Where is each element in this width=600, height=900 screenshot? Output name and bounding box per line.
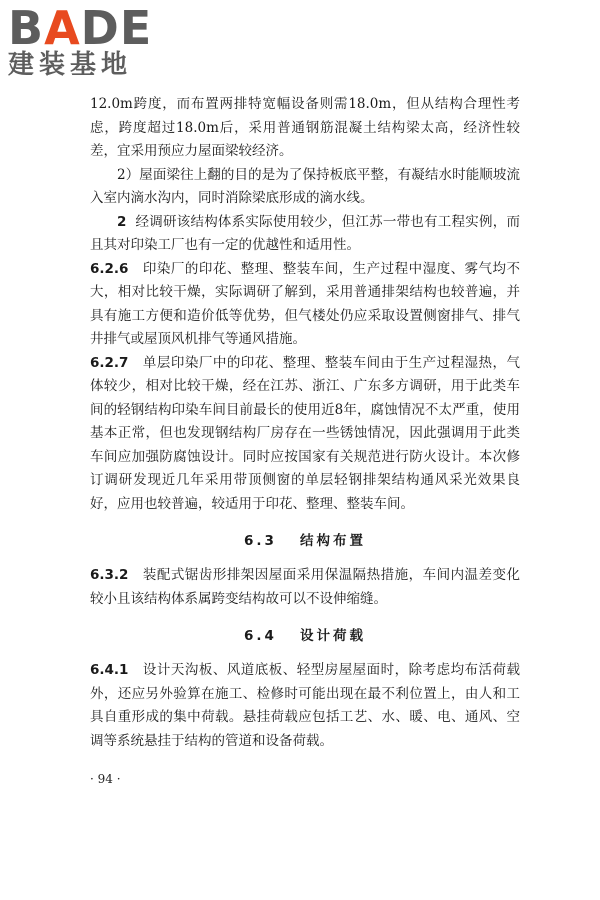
clause-number: 6.2.6	[90, 260, 129, 277]
logo-subtitle: 建装基地	[8, 50, 133, 80]
clause	[90, 564, 520, 611]
clause	[90, 659, 520, 753]
clause-text: 设计天沟板、风道底板、轻型房屋屋面时，除考虑均布活荷载外，还应另外验算在施工、检修时可能出现在最不利位置上，由人和工具自重形成的集中荷载。悬挂荷载应包括工艺、水、暖、电、通风、空调等系统悬挂于结构的管道和设备荷载。	[90, 662, 520, 749]
clause	[90, 352, 520, 517]
section-heading: 6.4 设计荷载	[243, 628, 367, 644]
list-item	[90, 211, 520, 258]
logo-accent-letter: A	[44, 1, 81, 55]
clause-text: 印染厂的印花、整理、整装车间，生产过程中湿度、雾气均不大，相对比较干燥，实际调研了解到，采用普通排架结构也较普遍，并具有施工方便和造价低等优势，但气楼处仍应采取设置侧窗排气、排气井排气或屋顶风机排气等通风措施。	[90, 260, 520, 347]
section-heading: 6.3 结构布置	[243, 533, 367, 549]
item-number: 2	[117, 213, 127, 230]
page-number: · 94 ·	[90, 772, 121, 786]
clause-number: 6.3.2	[90, 567, 129, 583]
item-text: 经调研该结构体系实际使用较少，但江苏一带也有工程实例，而且其对印染工厂也有一定的优越性和适用性。	[90, 213, 521, 253]
paragraph: 2）屋面梁往上翻的目的是为了保持板底平整，有凝结水时能顺坡流入室内滴水沟内，同时消除梁底形成的滴水线。	[90, 166, 520, 206]
logo-wordmark: BADE	[8, 1, 153, 55]
paragraph: 12.0m跨度，而布置两排特宽幅设备则需18.0m，但从结构合理性考虑，跨度超过18.0m后，采用普通钢筋混凝土结构梁太高，经济性较差，宜采用预应力屋面梁较经济。	[90, 96, 520, 159]
clause-number: 6.4.1	[90, 662, 129, 678]
document-body	[90, 93, 520, 753]
clause-text: 装配式锯齿形排架因屋面采用保温隔热措施，车间内温差变化较小且该结构体系属跨变结构故可以不设伸缩缝。	[90, 567, 520, 607]
clause-text: 单层印染厂中的印花、整理、整装车间由于生产过程湿热，气体较少，相对比较干燥，经在江苏、浙江、广东多方调研，用于此类车间的轻钢结构印染车间目前最长的使用近8年，腐蚀情况不太严重，使用基本正常，但也发现钢结构厂房存在一些锈蚀情况，因此强调用于此类车间应加强防腐蚀设计。同时应按国家有关规范进行防火设计。本次修订调研发现近几年采用带顶侧窗的单层轻钢排架结构通风采光效果良好，应用也较普遍，较适用于印花、整理、整装车间。	[90, 354, 520, 512]
brand-logo	[8, 1, 178, 80]
clause-number: 6.2.7	[90, 354, 129, 371]
clause	[90, 258, 520, 352]
